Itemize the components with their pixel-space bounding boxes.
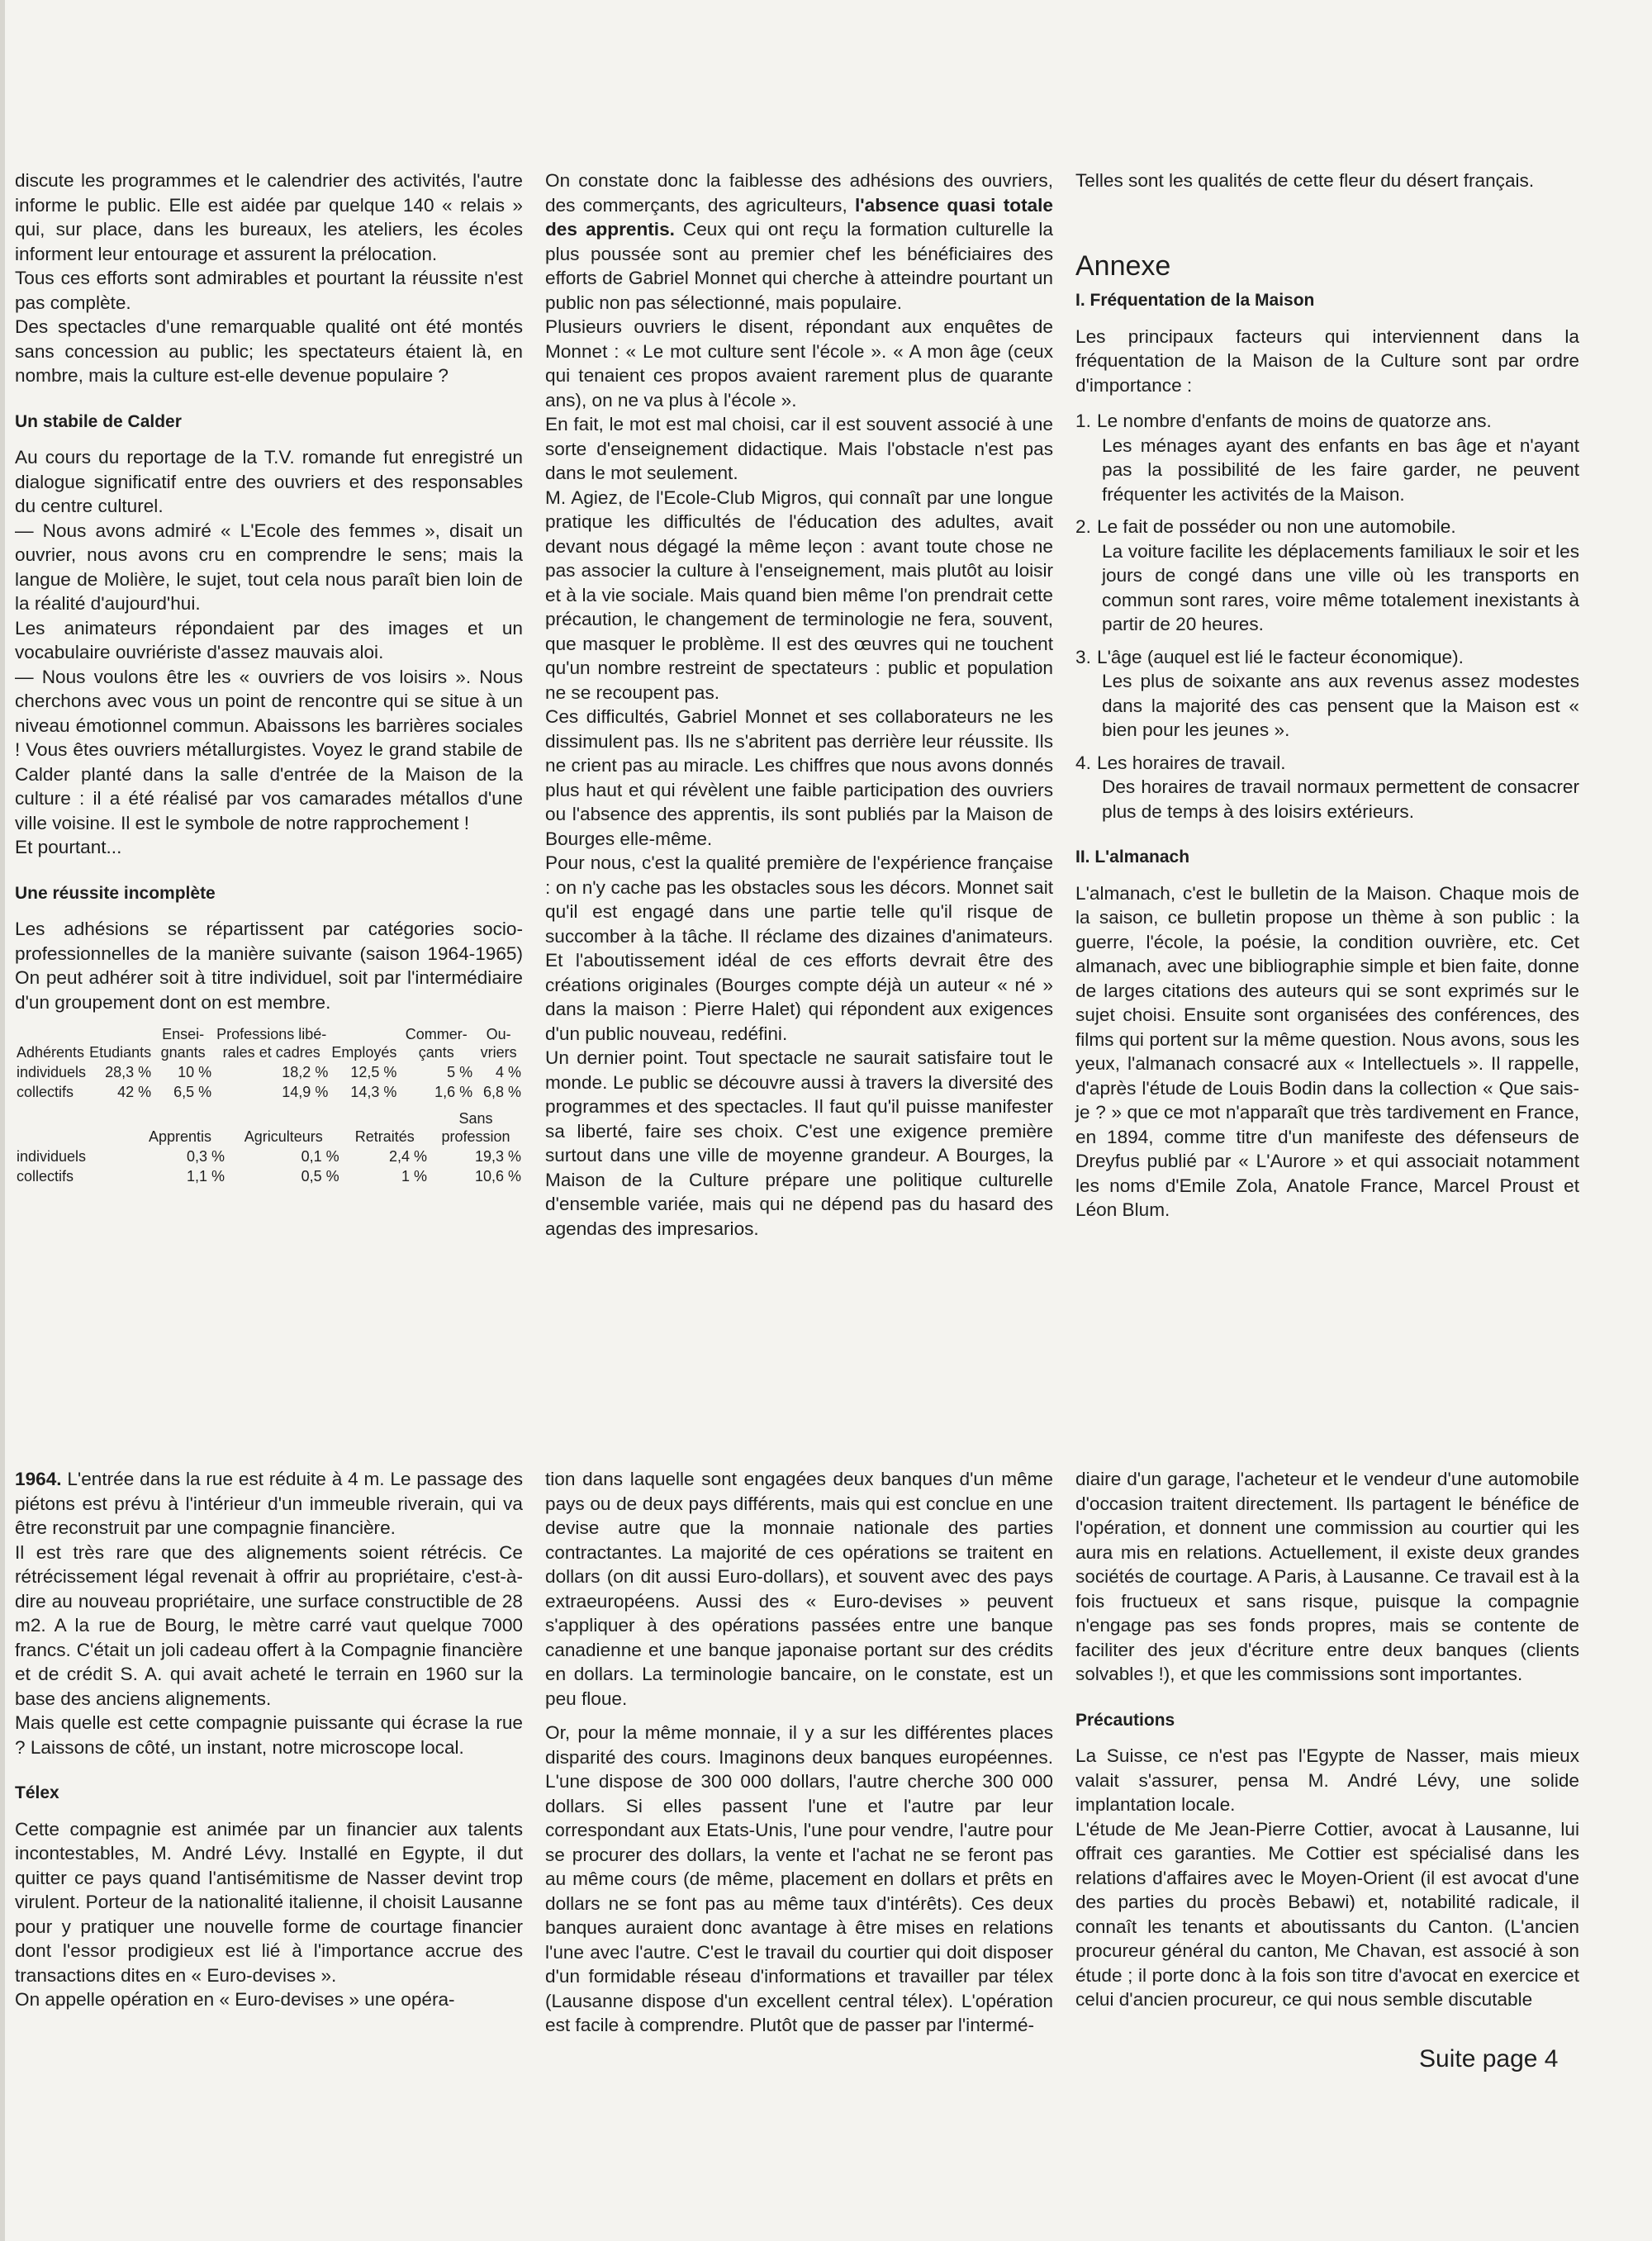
factor-list (1075, 409, 1579, 824)
membership-table (15, 1024, 523, 1102)
table-header-cell: Employés (331, 1044, 397, 1061)
table-row (15, 1166, 523, 1186)
paragraph: Les adhésions se répartissent par catégories socio-professionnelles de la manière suivante (saison 1964-1965) On peut adhérer soit à titre individuel, soit par l'intermédiaire d'un groupement dont on est membre. (15, 919, 523, 1013)
paragraph: Un dernier point. Tout spectacle ne saurait satisfaire tout le monde. Le public se découvre aussi à travers la diversité des programmes et des spectacles. Il faut qu'il puisse manifester sa liberté, faire ses choix. C'est une exigence première surtout dans une ville de moyenne grandeur. A Bourges, la Maison de la Culture prépare une politique culturelle d'ensemble variée, mais qui ne dépend pas du hasard des agendas des impresarios. (545, 1047, 1053, 1239)
table-cell: collectifs (17, 1084, 74, 1100)
table-row (15, 1062, 523, 1082)
table-cell: individuels (17, 1148, 87, 1165)
paragraph: Pour nous, c'est la qualité première de l'expérience française : on n'y cache pas les obstacles sous les décors. Monnet sait qu'il est engagé dans une partie telle qu'il risque de succomber à la tâche. Il réclame des dizaines d'animateurs. Et l'aboutissement idéal de ces efforts devrait être des créations originales (Bourges compte déjà un auteur « né » dans la maison : Pierre Halet) qui répondent aux exigences d'un public nouveau, redéfini. (545, 852, 1053, 1044)
table-cell: 5 % (447, 1064, 473, 1080)
section-heading: Précautions (1075, 1710, 1175, 1730)
paragraph: — Nous avons admiré « L'Ecole des femmes », disait un ouvrier, nous avons cru en comprendre le sens; mais la langue de Molière, le sujet, tout cela nous paraît bien loin de la réalité d'aujourd'hui. (15, 520, 523, 614)
table-header-cell: Sans profession (441, 1110, 510, 1145)
paragraph: En fait, le mot est mal choisi, car il est souvent associé à une sorte d'enseignement didactique. Mais l'obstacle n'est pas dans le mot seulement. (545, 414, 1053, 483)
table-header-cell: Ou- vriers (480, 1026, 517, 1061)
table-cell: 42 % (117, 1084, 152, 1100)
table-header-cell: Apprentis (148, 1128, 212, 1145)
section-heading: Télex (15, 1783, 59, 1802)
list-item-title (1075, 409, 1579, 434)
table-row (15, 1147, 523, 1166)
list-item-body: La voiture facilite les déplacements familiaux le soir et les jours de congé dans une ville où les transports en commun sont rares, voire même totalement inexistants à partir de 20 heures. (1102, 540, 1579, 634)
bottom-column-3 (1075, 1467, 1579, 2012)
annex-heading: Annexe (1075, 249, 1171, 282)
paragraph: Et pourtant... (15, 837, 122, 857)
list-item-title (1075, 751, 1579, 776)
paragraph: M. Agiez, de l'Ecole-Club Migros, qui connaît par une longue pratique les difficultés de l'éducation des adultes, avait devant nous dégagé la même leçon : avant toute chose ne pas associer la culture à l'enseignement, mais plutôt au loisir et à la vie sociale. Mais quand bien même l'on prendrait cette précaution, le changement de terminologie ne fera, souvent, que masquer le problème. Il est des œuvres qui ne touchent qu'un nombre restreint de spectateurs : public et population ne se recoupent pas. (545, 487, 1053, 703)
paragraph (545, 169, 1053, 315)
paragraph (15, 1467, 523, 1541)
paragraph: Des spectacles d'une remarquable qualité ont été montés sans concession au public; les spectateurs étaient là, en nombre, mais la culture est-elle devenue populaire ? (15, 316, 523, 386)
table-cell: 14,9 % (282, 1084, 329, 1100)
list-item-body: Des horaires de travail normaux permettent de consacrer plus de temps à des loisirs extérieurs. (1102, 776, 1579, 822)
list-item (1075, 645, 1579, 743)
table-cell: 1,1 % (186, 1168, 225, 1185)
table-cell: 18,2 % (282, 1064, 329, 1080)
paragraph: Plusieurs ouvriers le disent, répondant aux enquêtes de Monnet : « Le mot culture sent l'école ». « A mon âge (ceux qui tenaient ces propos avaient rarement plus de quarante ans), on ne va plus à l'école ». (545, 316, 1053, 411)
table-header-cell: Agriculteurs (244, 1128, 323, 1145)
page-edge-shadow (0, 0, 5, 2241)
table-cell: 12,5 % (350, 1064, 397, 1080)
table-header-cell: Ensei- gnants (160, 1026, 206, 1061)
list-title-text: Les horaires de travail. (1097, 752, 1286, 773)
section-heading: I. Fréquentation de la Maison (1075, 291, 1315, 310)
table-header-cell: Professions libé- rales et cadres (216, 1026, 327, 1061)
table-header-row (15, 1109, 523, 1147)
table-row (15, 1082, 523, 1102)
table-cell: 6,8 % (482, 1084, 521, 1100)
paragraph: Les principaux facteurs qui interviennent dans la fréquentation de la Maison de la Culture sont par ordre d'importance : (1075, 325, 1579, 396)
table-cell: 2,4 % (388, 1148, 427, 1165)
list-title-text: Le fait de posséder ou non une automobile. (1097, 516, 1456, 537)
table-cell: 4 % (495, 1064, 521, 1080)
table-cell: 10,6 % (474, 1168, 521, 1185)
paragraph: La Suisse, ce n'est pas l'Egypte de Nasser, mais mieux valait s'assurer, pensa M. André Lévy, une solide implantation locale. (1075, 1745, 1579, 1815)
table-header-cell: Retraités (354, 1128, 415, 1145)
paragraph: L'almanach, c'est le bulletin de la Maison. Chaque mois de la saison, ce bulletin propose un thème à son public : la guerre, l'école, la poésie, la condition ouvrière, etc. Cet almanach, avec une bibliographie simple et bien faite, donne de larges citations des auteurs qui se sont exprimés sur le sujet choisi. Ensuite sont organisées des conférences, des films qui portent sur la même question. Nous avons, sous les yeux, l'almanach consacré aux « Intellectuels ». Il rappelle, d'après l'étude de Louis Bodin dans la collection « Que sais-je ? » que ce mot n'apparaît que très tardivement en France, en 1894, comme titre d'un manifeste des défenseurs de Dreyfus publié par « L'Aurore » et qui associait notamment les noms d'Emile Zola, Anatole France, Marcel Proust et Léon Blum. (1075, 882, 1579, 1220)
table-cell: collectifs (17, 1168, 74, 1185)
table-cell: 6,5 % (173, 1084, 212, 1100)
top-column-2 (545, 169, 1053, 1241)
paragraph: Les animateurs répondaient par des images et un vocabulaire ouvriériste d'assez mauvais aloi. (15, 617, 523, 662)
top-column-3 (1075, 169, 1579, 1223)
paragraph: Mais quelle est cette compagnie puissante qui écrase la rue ? Laissons de côté, un instant, notre microscope local. (15, 1712, 523, 1758)
list-item-title (1075, 645, 1579, 670)
paragraph: discute les programmes et le calendrier des activités, l'autre informe le public. Elle est aidée par quelque 140 « relais » qui, sur place, dans les bureaux, les ateliers, les écoles informent leur entourage et assurent la prélocation. (15, 170, 523, 264)
list-title-text: Le nombre d'enfants de moins de quatorze ans. (1097, 411, 1492, 431)
section-heading: Une réussite incomplète (15, 883, 216, 903)
paragraph: L'étude de Me Jean-Pierre Cottier, avocat à Lausanne, lui offrait ces garanties. Me Cottier est spécialisé dans les relations d'affaires avec le Moyen-Orient (il est avocat d'une des parties du procès Bebawi) et, notabilité radicale, il connaît les tenants et aboutissants du Canton. (L'ancien procureur général du canton, Me Chavan, est associé à son étude ; il porte donc à la fois son titre d'avocat en exercice et celui d'ancien procureur, ce qui nous semble discutable (1075, 1818, 1579, 2010)
paragraph: Cette compagnie est animée par un financier aux talents incontestables, M. André Lévy. Installé en Egypte, il dut quitter ce pays quand l'antisémitisme de Nasser devint trop virulent. Porteur de la nationalité italienne, il choisit Lausanne pour y pratiquer une nouvelle forme de courtage financier dont l'essor prodigieux est lié à l'importance accrue des transactions dites en « Euro-devises ». (15, 1818, 523, 1986)
table-header-cell: Commer- çants (405, 1026, 468, 1061)
paragraph: On appelle opération en « Euro-devises » une opéra- (15, 1989, 455, 2010)
list-number: 3. (1075, 646, 1091, 667)
table-cell: 1 % (401, 1168, 427, 1185)
paragraph: — Nous voulons être les « ouvriers de vos loisirs ». Nous cherchons avec vous un point de rencontre qui se situe à un niveau émotionnel commun. Abaissons les barrières sociales ! Vous êtes ouvriers métallurgistes. Voyez le grand stabile de Calder planté dans la salle d'entrée de la Maison de la culture : il a été réalisé par vos camarades métallos d'une ville voisine. Il est le symbole de notre rapprochement ! (15, 666, 523, 833)
membership-table-2 (15, 1109, 523, 1186)
section-heading: Un stabile de Calder (15, 411, 182, 431)
text-run: On constate donc la faiblesse des adhésions des ouvriers, des commerçants, des agriculteurs, (545, 170, 1053, 216)
paragraph: Ces difficultés, Gabriel Monnet et ses collaborateurs ne les dissimulent pas. Ils ne s'abritent pas derrière leur réussite. Ils ne crient pas au miracle. Les chiffres que nous avons donnés plus haut et qui révèlent une faible participation des ouvriers ou l'absence des apprentis, ils sont publiés par la Maison de Bourges elle-même. (545, 706, 1053, 849)
paragraph: Il est très rare que des alignements soient rétrécis. Ce rétrécissement légal revenait à offrir au propriétaire, c'est-à-dire au nouveau propriétaire, une surface constructible de 28 m2. A la rue de Bourg, le mètre carré vaut quelque 7000 francs. C'était un joli cadeau offert à la Compagnie financière et de crédit S. A. qui avait acheté le terrain en 1960 sur la base des anciens alignements. (15, 1541, 523, 1709)
bottom-column-2 (545, 1467, 1053, 2038)
table-cell: 0,5 % (301, 1168, 339, 1185)
table-cell: 1,6 % (434, 1084, 473, 1100)
bold-text: l'absence quasi totale des apprentis. (545, 194, 1053, 240)
table-cell: 19,3 % (474, 1148, 521, 1165)
table-cell: 0,3 % (186, 1148, 225, 1165)
list-item-title (1075, 515, 1579, 539)
table-cell: 0,1 % (301, 1148, 339, 1165)
list-number: 4. (1075, 752, 1091, 773)
paragraph: Or, pour la même monnaie, il y a sur les différentes places disparité des cours. Imaginons deux banques européennes. L'une dispose de 300 000 dollars, l'autre cherche 300 000 dollars. Si elles passent l'une et l'autre par leur correspondant aux Etats-Unis, l'une pour vendre, l'autre pour se procurer des dollars, la vente et l'achat ne se feront pas au même cours (de même, placement en dollars et prêts en dollars ne se font pas au même taux d'intérêts). Ces deux banques auraient donc avantage à être mises en relations l'une avec l'autre. C'est le travail du courtier qui doit disposer d'un formidable réseau d'informations et travailler par télex (Lausanne dispose d'un excellent central télex). L'opération est facile à comprendre. Plutôt que de passer par l'intermé- (545, 1722, 1053, 2035)
top-column-1 (15, 169, 523, 1186)
paragraph: Au cours du reportage de la T.V. romande fut enregistré un dialogue significatif entre des ouvriers et des responsables du centre culturel. (15, 447, 523, 516)
paragraph: tion dans laquelle sont engagées deux banques d'un même pays ou de deux pays différents, mais qui est conclue en une devise autre que la monnaie nationale des parties contractantes. La majorité de ces opérations se traitent en dollars (on dit aussi Euro-dollars), et souvent avec des pays extraeuropéens. Aussi des « Euro-devises » peuvent s'appliquer à des opérations passées entre une banque canadienne et une banque japonaise portant sur des crédits en dollars. La terminologie bancaire, on le constate, est un peu floue. (545, 1469, 1053, 1709)
section-heading: II. L'almanach (1075, 847, 1190, 866)
bold-text: 1964. (15, 1469, 62, 1489)
list-item (1075, 409, 1579, 506)
table-cell: 28,3 % (105, 1064, 152, 1080)
list-item (1075, 515, 1579, 637)
paragraph: Telles sont les qualités de cette fleur du désert français. (1075, 170, 1535, 191)
table-cell: 10 % (178, 1064, 212, 1080)
list-number: 1. (1075, 411, 1091, 431)
list-item-body: Les ménages ayant des enfants en bas âge et n'ayant pas la possibilité de les faire garder, ne peuvent fréquenter les activités de la Maison. (1102, 434, 1579, 505)
bottom-column-1 (15, 1467, 523, 2012)
text-run: Ceux qui ont reçu la formation culturelle la plus poussée sont au premier chef les bénéficiaires des efforts de Gabriel Monnet qui cherche à atteindre pourtant un public non pas sélectionné, mais populaire. (545, 219, 1053, 313)
text-run: L'entrée dans la rue est réduite à 4 m. Le passage des piétons est prévu à l'intérieur d'un immeuble riverain, qui va être reconstruit par une compagnie financière. (15, 1469, 523, 1538)
paragraph: diaire d'un garage, l'acheteur et le vendeur d'une automobile d'occasion traitent directement. Ils partagent le bénéfice de l'opération, et donnent une commission au courtier qui les aura mis en relations. Actuellement, il existe deux grandes sociétés de courtage. A Paris, à Lausanne. Ce travail est à la fois fructueux et sans risque, puisque la compagnie n'engage pas ses fonds propres, mais se contente de faciliter des jeux d'écriture entre deux banques (clients solvables !), et que les commissions sont importantes. (1075, 1469, 1579, 1684)
table-cell: 14,3 % (350, 1084, 397, 1100)
table-cell: individuels (17, 1064, 87, 1080)
table-header-cell: Etudiants (89, 1044, 152, 1061)
list-number: 2. (1075, 516, 1091, 537)
paragraph: Tous ces efforts sont admirables et pourtant la réussite n'est pas complète. (15, 268, 523, 313)
list-title-text: L'âge (auquel est lié le facteur économique). (1097, 646, 1464, 667)
list-item-body: Les plus de soixante ans aux revenus assez modestes dans la majorité des cas pensent que la Maison est « bien pour les jeunes ». (1102, 671, 1579, 740)
table-header-cell: Adhérents (17, 1044, 85, 1061)
list-item (1075, 751, 1579, 824)
continued-on-page-link: Suite page 4 (1419, 2045, 1559, 2072)
table-header-row (15, 1024, 523, 1062)
